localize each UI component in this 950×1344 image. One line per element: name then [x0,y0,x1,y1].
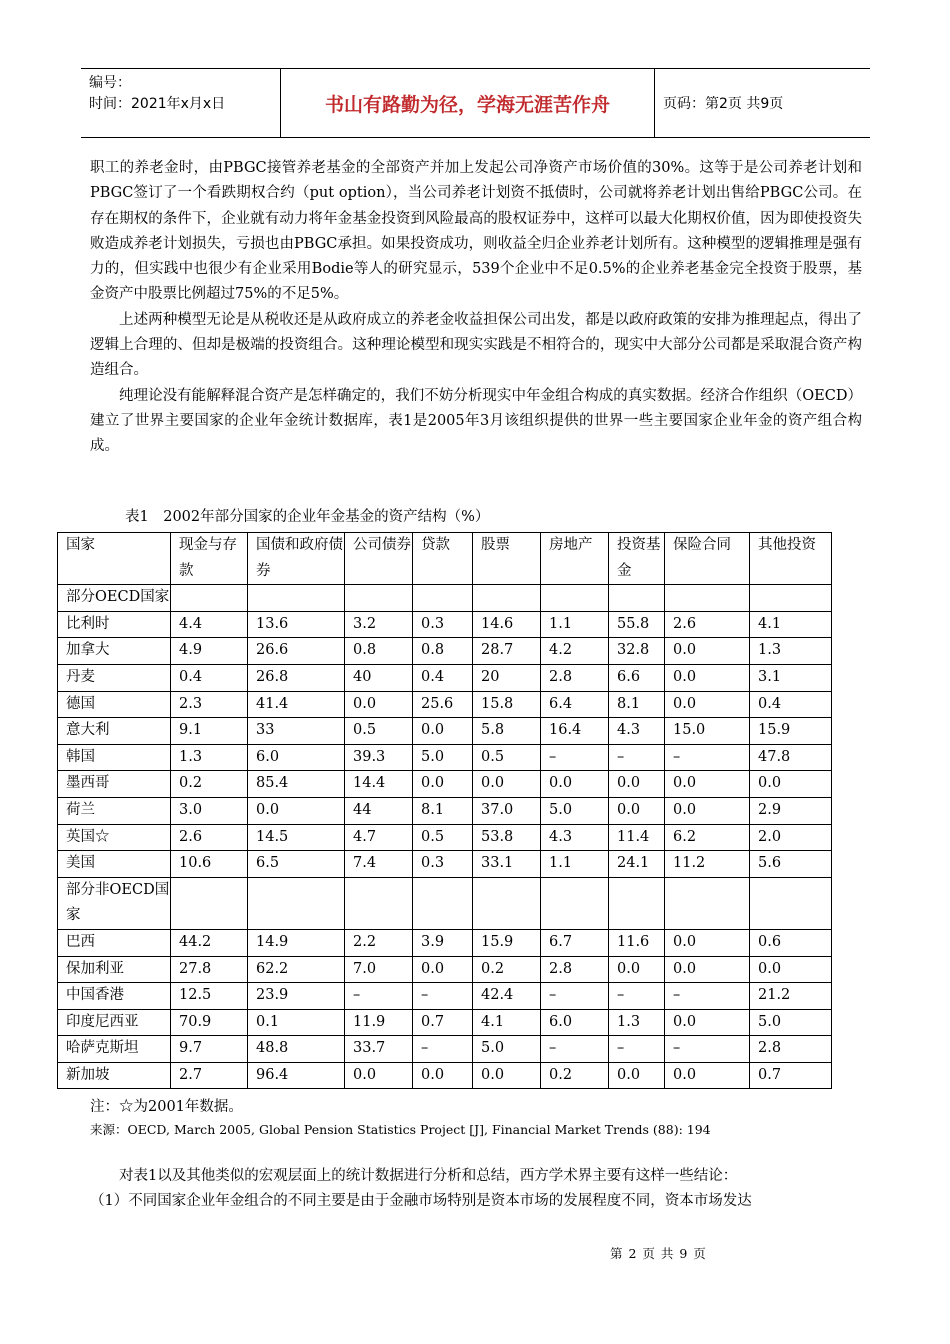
table-cell: 5.0 [750,1009,832,1036]
table-cell: 53.8 [473,824,541,851]
header-motto: 书山有路勤为径，学海无涯苦作舟 [281,69,655,137]
table-cell: 0.4 [750,691,832,718]
table-row [58,771,832,798]
table-cell: 27.8 [171,956,248,983]
table-cell: 0.0 [413,771,473,798]
table-cell: 美国 [58,851,171,878]
table-cell [171,585,248,612]
table-cell: 62.2 [248,956,345,983]
table-cell: 4.1 [473,1009,541,1036]
table-cell: 14.5 [248,824,345,851]
table-cell: 0.5 [345,718,413,745]
table-cell [665,877,750,929]
table-cell: 0.1 [248,1009,345,1036]
table-cell: 39.3 [345,744,413,771]
table-cell: 中国香港 [58,983,171,1010]
table-cell: 3.2 [345,611,413,638]
table-row [58,1062,832,1089]
table-cell [473,585,541,612]
body-text-continued [90,1164,862,1215]
table-cell: 1.1 [541,611,609,638]
table-cell: 0.0 [345,691,413,718]
table-cell: 2.9 [750,797,832,824]
table-cell: 13.6 [248,611,345,638]
table-cell: 5.0 [473,1036,541,1063]
table-cell [413,877,473,929]
table-cell: 2.0 [750,824,832,851]
table-cell: 其他投资 [750,533,832,585]
table-cell: 0.0 [665,956,750,983]
table-cell: 33.1 [473,851,541,878]
paragraph: 对表1以及其他类似的宏观层面上的统计数据进行分析和总结，西方学术界主要有这样一些结论： [119,1168,738,1184]
table-cell: 英国☆ [58,824,171,851]
table-cell: 5.6 [750,851,832,878]
table-cell: 0.0 [665,1062,750,1089]
table-cell: 0.0 [609,1062,665,1089]
table-cell: 0.6 [750,929,832,956]
table-cell: 印度尼西亚 [58,1009,171,1036]
page-footer: 第 2 页 共 9 页 [610,1246,707,1261]
table-cell: 47.8 [750,744,832,771]
table-caption: 表1 2002年部分国家的企业年金基金的资产结构（%） [125,509,490,525]
table-cell: 11.6 [609,929,665,956]
table-cell: 85.4 [248,771,345,798]
table-cell: 6.0 [541,1009,609,1036]
table-cell: 部分非OECD国家 [58,877,171,929]
table-cell: 0.4 [413,664,473,691]
table-header-row [58,533,832,585]
table-cell: 23.9 [248,983,345,1010]
table-cell: 1.1 [541,851,609,878]
table-cell: 48.8 [248,1036,345,1063]
table-row [58,929,832,956]
table-cell: 0.0 [665,664,750,691]
table-cell: 5.8 [473,718,541,745]
table-cell: 新加坡 [58,1062,171,1089]
table-cell: 6.5 [248,851,345,878]
table-cell: 0.0 [609,771,665,798]
table-cell: 28.7 [473,638,541,665]
table-cell: 0.5 [413,824,473,851]
table-cell: 0.0 [750,771,832,798]
table-cell: 德国 [58,691,171,718]
table-cell: 0.0 [665,797,750,824]
table-cell: 7.4 [345,851,413,878]
table-cell: 15.8 [473,691,541,718]
table-cell: 6.0 [248,744,345,771]
table-cell: 9.7 [171,1036,248,1063]
table-cell: 3.9 [413,929,473,956]
table-cell: 荷兰 [58,797,171,824]
table-cell: 7.0 [345,956,413,983]
header-page-number: 页码：第2页 共9页 [663,96,784,112]
table-row [58,956,832,983]
table-cell: 4.3 [541,824,609,851]
table-cell: 0.0 [665,1009,750,1036]
table-cell: 4.2 [541,638,609,665]
table-cell [248,877,345,929]
table-row [58,744,832,771]
table-cell: 37.0 [473,797,541,824]
table-cell [413,585,473,612]
table-cell: 0.0 [473,771,541,798]
table-cell: 2.6 [665,611,750,638]
table-cell: 0.0 [541,771,609,798]
table-cell: 墨西哥 [58,771,171,798]
table-cell: 0.5 [473,744,541,771]
table-cell: 0.2 [541,1062,609,1089]
table-cell: 0.0 [665,691,750,718]
table-cell: 公司债券 [345,533,413,585]
table-cell: 0.0 [665,929,750,956]
table-cell: 96.4 [248,1062,345,1089]
table-source: 来源：OECD, March 2005, Global Pension Statistics Project [J], Financial Market Trends (88): 194 [90,1122,711,1137]
table-cell: 0.8 [345,638,413,665]
table-cell: 0.8 [413,638,473,665]
table-cell: 6.7 [541,929,609,956]
table-cell: 11.4 [609,824,665,851]
table-cell: 意大利 [58,718,171,745]
paragraph: 职工的养老金时，由PBGC接管养老基金的全部资产并加上发起公司净资产市场价值的30%。这等于是公司养老计划和PBGC签订了一个看跌期权合约（put option），当公司养老计划资不抵债时，公司就将养老计划出售给PBGC公司。在存在期权的条件下，企业就有动力将年金基金投资到风险最高的股权证券中，这样可以最大化期权价值，因为即使投资失败造成养老计划损失，亏损也由PBGC承担。如果投资成功，则收益全归企业养老计划所有。这种模型的逻辑推理是强有力的，但实践中也很少有企业采用Bodie等人的研究显示，539个企业中不足0.5%的企业养老基金完全投资于股票，基金资产中股票比例超过75%的不足5%。 [90,160,862,303]
asset-structure-table [57,532,832,1089]
table-cell: 41.4 [248,691,345,718]
table-cell: 0.0 [609,797,665,824]
table-row [58,1009,832,1036]
table-cell: 国债和政府债券 [248,533,345,585]
table-cell [345,585,413,612]
table-cell: 巴西 [58,929,171,956]
table-cell: 12.5 [171,983,248,1010]
table-cell: 33.7 [345,1036,413,1063]
table-cell [609,877,665,929]
table-cell: – [609,744,665,771]
table-cell: 0.2 [473,956,541,983]
table-cell: 26.8 [248,664,345,691]
table-cell: 2.3 [171,691,248,718]
table-cell: 比利时 [58,611,171,638]
table-cell: 6.6 [609,664,665,691]
table-cell: 0.0 [750,956,832,983]
table-cell: 0.0 [248,797,345,824]
table-cell: 国家 [58,533,171,585]
table-cell [541,585,609,612]
header-info [81,69,281,137]
table-cell: 14.6 [473,611,541,638]
table-cell: 2.8 [541,664,609,691]
table-cell [665,585,750,612]
table-cell: 33 [248,718,345,745]
body-text [90,156,862,460]
table-cell: – [541,1036,609,1063]
table-cell: 0.0 [665,771,750,798]
table-cell: 0.2 [171,771,248,798]
table-cell: 房地产 [541,533,609,585]
table-cell: 哈萨克斯坦 [58,1036,171,1063]
table-row [58,824,832,851]
table-cell: – [609,1036,665,1063]
table-row [58,691,832,718]
table-cell: – [413,983,473,1010]
table-cell: 0.7 [750,1062,832,1089]
table-cell: 3.1 [750,664,832,691]
paragraph: 纯理论没有能解释混合资产是怎样确定的，我们不妨分析现实中年金组合构成的真实数据。经济合作组织（OECD）建立了世界主要国家的企业年金统计数据库，表1是2005年3月该组织提供的世界一些主要国家企业年金的资产组合构成。 [90,387,862,455]
table-row [58,983,832,1010]
table-cell: 44.2 [171,929,248,956]
table-cell: 26.6 [248,638,345,665]
table-cell: 4.4 [171,611,248,638]
table-cell: 5.0 [541,797,609,824]
table-cell: 10.6 [171,851,248,878]
table-cell: 丹麦 [58,664,171,691]
table-cell: – [345,983,413,1010]
table-cell [750,877,832,929]
table-cell: 25.6 [413,691,473,718]
table-row [58,611,832,638]
table-cell: 0.0 [609,956,665,983]
table-cell: 4.9 [171,638,248,665]
paragraph: （1）不同国家企业年金组合的不同主要是由于金融市场特别是资本市场的发展程度不同，资本市场发达 [90,1193,752,1210]
table-cell: 4.7 [345,824,413,851]
table-row [58,638,832,665]
table-cell: 14.9 [248,929,345,956]
table-cell: – [609,983,665,1010]
table-cell: 1.3 [609,1009,665,1036]
table-cell: 24.1 [609,851,665,878]
table-cell: – [665,744,750,771]
table-cell: 0.7 [413,1009,473,1036]
table-cell: 加拿大 [58,638,171,665]
table-cell: 40 [345,664,413,691]
table-cell: 9.1 [171,718,248,745]
table-cell: 0.0 [413,1062,473,1089]
table-cell: 15.9 [750,718,832,745]
number-label: 编号： [89,75,131,91]
table-cell: 11.9 [345,1009,413,1036]
table-cell [541,877,609,929]
table-cell: 2.8 [750,1036,832,1063]
table-cell: 2.2 [345,929,413,956]
table-row [58,851,832,878]
table-cell: 6.2 [665,824,750,851]
table-cell [473,877,541,929]
table-cell: 0.0 [665,638,750,665]
table-cell: 保加利亚 [58,956,171,983]
table-row [58,664,832,691]
table-note: 注：☆为2001年数据。 [90,1099,243,1115]
table-cell [750,585,832,612]
table-cell: 21.2 [750,983,832,1010]
table-cell: 0.4 [171,664,248,691]
table-cell: 6.4 [541,691,609,718]
paragraph: 上述两种模型无论是从税收还是从政府成立的养老金收益担保公司出发，都是以政府政策的安排为推理起点，得出了逻辑上合理的、但却是极端的投资组合。这种理论模型和现实实践是不相符合的，现实中大部分公司都是采取混合资产构造组合。 [90,311,862,379]
table-row [58,1036,832,1063]
table-cell: 投资基金 [609,533,665,585]
time-label: 时间：2021年x月x日 [89,96,226,112]
table-cell: 0.3 [413,851,473,878]
table-cell: 70.9 [171,1009,248,1036]
table-cell: 保险合同 [665,533,750,585]
table-cell: 16.4 [541,718,609,745]
table-cell: 4.1 [750,611,832,638]
table-cell: 1.3 [750,638,832,665]
table-cell: 4.3 [609,718,665,745]
table-cell: 55.8 [609,611,665,638]
table-cell: 8.1 [413,797,473,824]
table-cell: 0.0 [345,1062,413,1089]
table-cell: 股票 [473,533,541,585]
table-cell: 15.0 [665,718,750,745]
table-cell: 0.0 [413,956,473,983]
table-cell: – [541,744,609,771]
table-cell: 2.7 [171,1062,248,1089]
table-cell: 贷款 [413,533,473,585]
table-cell: 2.8 [541,956,609,983]
table-cell: 0.3 [413,611,473,638]
table-cell: 韩国 [58,744,171,771]
table-cell: 15.9 [473,929,541,956]
table-cell: 11.2 [665,851,750,878]
table-cell: 0.0 [413,718,473,745]
table-row [58,585,832,612]
table-cell: 1.3 [171,744,248,771]
table-cell: – [665,983,750,1010]
table-cell: 2.6 [171,824,248,851]
table-cell [609,585,665,612]
table-cell: 8.1 [609,691,665,718]
page-header [81,68,870,138]
table-cell: – [665,1036,750,1063]
table-cell: 14.4 [345,771,413,798]
table-cell: 3.0 [171,797,248,824]
table-row [58,797,832,824]
table-cell: – [413,1036,473,1063]
table-row [58,877,832,929]
table-cell: 部分OECD国家 [58,585,171,612]
table-cell: – [541,983,609,1010]
table-cell: 42.4 [473,983,541,1010]
table-cell: 32.8 [609,638,665,665]
table-row [58,718,832,745]
table-cell: 5.0 [413,744,473,771]
table-cell: 44 [345,797,413,824]
table-cell [171,877,248,929]
table-cell: 20 [473,664,541,691]
table-cell [248,585,345,612]
table-cell: 现金与存款 [171,533,248,585]
table-cell [345,877,413,929]
table-cell: 0.0 [473,1062,541,1089]
